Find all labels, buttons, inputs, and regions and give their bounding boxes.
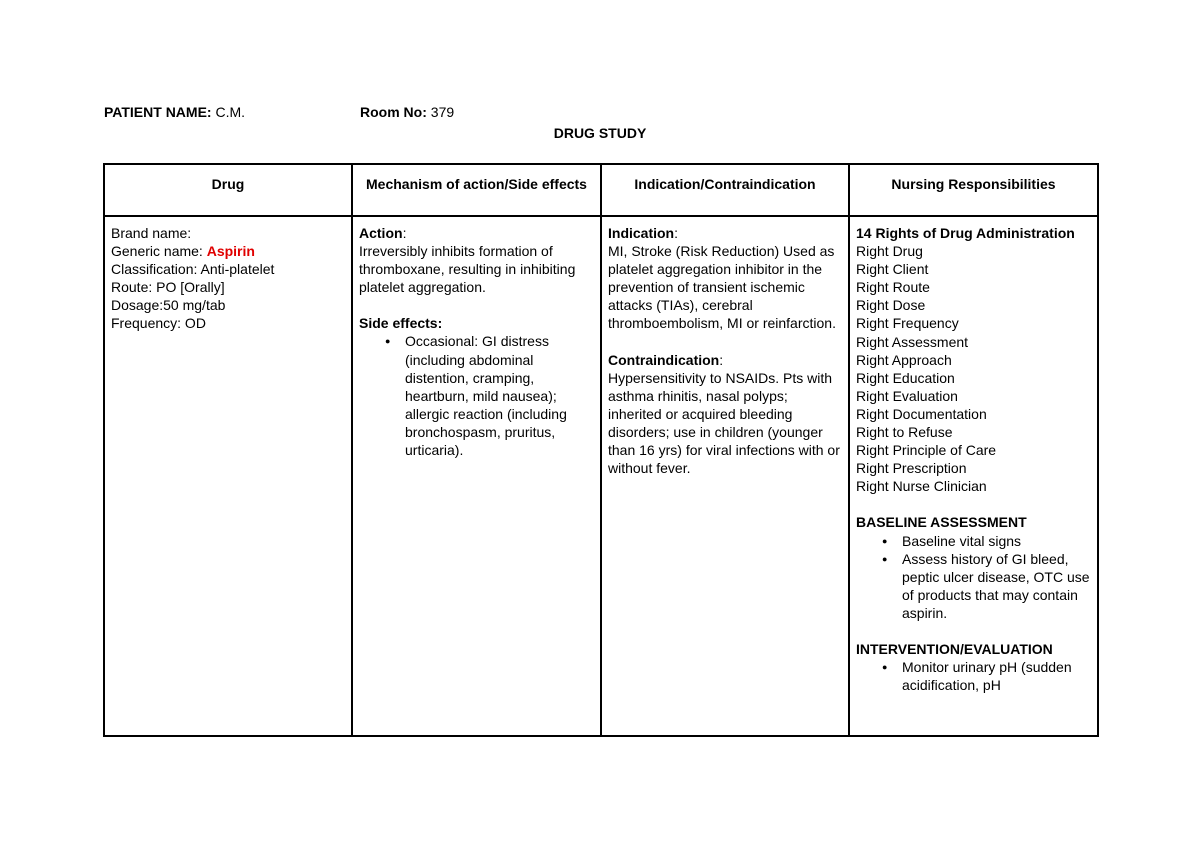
room-number: Room No: 379 bbox=[360, 104, 455, 120]
rights-list bbox=[856, 242, 1091, 495]
side-effects-heading: Side effects: bbox=[359, 315, 443, 332]
indication-cell bbox=[601, 216, 849, 736]
action-heading: Action: bbox=[359, 225, 407, 241]
classification: Classification: Anti-platelet bbox=[111, 261, 275, 278]
list-item: ● Assess history of GI bleed, peptic ulcer disease, OTC use of products that may contain aspirin. bbox=[902, 550, 1091, 622]
list-item: ● Baseline vital signs bbox=[902, 532, 1091, 550]
generic-name: Generic name: Aspirin bbox=[111, 243, 255, 260]
drug-study-table bbox=[103, 163, 1099, 737]
baseline-heading: BASELINE ASSESSMENT bbox=[856, 514, 1027, 531]
list-item: ● Occasional: GI distress (including abdominal distention, cramping, heartburn, mild nausea); allergic reaction (including bronchospasm, pruritus, urticaria). bbox=[405, 332, 594, 459]
side-effects-list bbox=[359, 332, 594, 459]
generic-name-value: Aspirin bbox=[206, 243, 255, 260]
table-row bbox=[104, 216, 1098, 736]
column-header-mechanism: Mechanism of action/Side effects bbox=[352, 164, 601, 216]
list-item: Right Documentation bbox=[856, 405, 987, 422]
list-item: Right to Refuse bbox=[856, 424, 953, 441]
contraindication-text: Hypersensitivity to NSAIDs. Pts with asthma rhinitis, nasal polyps; inherited or acquired bleeding disorders; use in children (younger than 16 yrs) for viral infections with or without fever. bbox=[608, 369, 840, 477]
frequency: Frequency: OD bbox=[111, 315, 206, 332]
intervention-list bbox=[856, 658, 1091, 694]
indication-heading: Indication: bbox=[608, 225, 679, 241]
list-item: Right Route bbox=[856, 279, 930, 296]
column-header-drug: Drug bbox=[104, 164, 352, 216]
baseline-list bbox=[856, 532, 1091, 622]
column-header-nursing: Nursing Responsibilities bbox=[849, 164, 1098, 216]
list-item: Right Nurse Clinician bbox=[856, 478, 987, 495]
list-item: Right Assessment bbox=[856, 333, 969, 350]
table-header-row bbox=[104, 164, 1098, 216]
action-text: Irreversibly inhibits formation of thromboxane, resulting in inhibiting platelet aggregation. bbox=[359, 243, 576, 296]
list-item: Right Client bbox=[856, 261, 929, 278]
drug-cell bbox=[104, 216, 352, 736]
indication-text: MI, Stroke (Risk Reduction) Used as platelet aggregation inhibitor in the prevention of transient ischemic attacks (TIAs), cerebral thromboembolism, MI or reinfarction. bbox=[608, 243, 836, 332]
list-item: Right Frequency bbox=[856, 315, 959, 332]
mechanism-cell bbox=[352, 216, 601, 736]
brand-name: Brand name: bbox=[111, 225, 192, 241]
list-item: Right Education bbox=[856, 369, 955, 386]
nursing-cell bbox=[849, 216, 1098, 736]
intervention-heading: INTERVENTION/EVALUATION bbox=[856, 640, 1053, 657]
patient-name: PATIENT NAME: C.M. bbox=[104, 104, 246, 120]
list-item: ● Monitor urinary pH (sudden acidification, pH bbox=[902, 658, 1091, 694]
rights-heading: 14 Rights of Drug Administration bbox=[856, 225, 1075, 241]
column-header-indication: Indication/Contraindication bbox=[601, 164, 849, 216]
list-item: Right Approach bbox=[856, 351, 952, 368]
list-item: Right Drug bbox=[856, 243, 923, 260]
contraindication-heading: Contraindication: bbox=[608, 351, 724, 368]
page-title: DRUG STUDY bbox=[553, 125, 647, 141]
list-item: Right Prescription bbox=[856, 460, 967, 477]
dosage: Dosage:50 mg/tab bbox=[111, 297, 226, 314]
list-item: Right Dose bbox=[856, 297, 926, 314]
route: Route: PO [Orally] bbox=[111, 279, 225, 296]
list-item: Right Principle of Care bbox=[856, 442, 997, 459]
list-item: Right Evaluation bbox=[856, 387, 958, 404]
